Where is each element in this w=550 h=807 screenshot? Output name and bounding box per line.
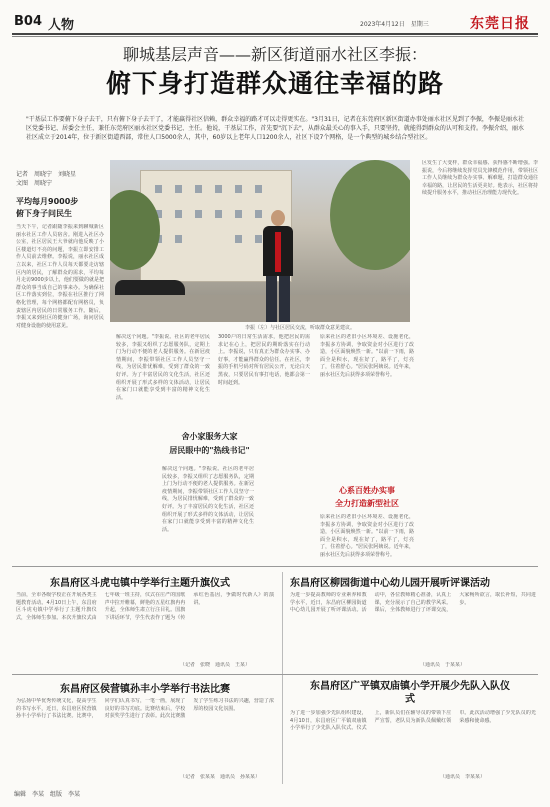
byline-reporter: 记者 周晓宁 刘晓星 — [16, 171, 77, 178]
page-footer: 编辑 李某 组版 李某 — [14, 791, 81, 798]
main-photo — [110, 160, 410, 322]
main-col-3: 3000户的日常生活需求，他把居民的需求记在心上，把居民的期盼落实在行动上。李振说，只有真正为群众办实事、办好事，才能赢得群众的信任。在社区，李振的手机号码对所有居民公开，无论白天黑夜，只要居民有事打电话，他都会第一时间赶到。 — [218, 334, 310, 386]
photo-person — [260, 210, 296, 322]
main-col-2: 解决这个问题。"李振说。社区的老年居民较多，李振又组织了志愿服务队，定期上门为行动不便的老人提供服务。在新冠疫情期间，李振带领社区工作人员坚守一线，为居民排忧解难，受到了群众的一致好评。为了丰富居民的文化生活，社区还组织开展了形式多样的文体活动，让居民在家门口就能享受到丰富的精神文化生活。 — [116, 334, 210, 401]
story2-headline: 东昌府区斗虎屯镇中学举行主题升旗仪式 — [50, 578, 230, 589]
main-col-4b: 原来社区的老旧小区环境差、设施老化，李振多方协调，争取资金对小区进行了改造，小区面貌焕然一新。"以前一下雨，路面全是积水，现在好了，路平了，灯亮了，住着舒心。"居民张阿姨说。近年来，丽水社区先后获得多项荣誉称号。 — [320, 514, 414, 558]
right-subhead-2: 全力打造新型社区 — [335, 499, 399, 508]
main-headline: 俯下身打造群众通往幸福的路 — [105, 69, 444, 98]
subhead-2: 俯下身子问民生 — [16, 209, 72, 218]
right-subhead — [320, 484, 414, 510]
subhead-1: 平均每月9000步 — [16, 197, 79, 206]
byline — [16, 170, 76, 188]
right-subhead-1: 心系百姓办实事 — [339, 486, 395, 495]
story5-credit: （通讯员 李某某） — [440, 774, 486, 780]
masthead-rule — [12, 33, 538, 35]
story5-headline: 东昌府区广平镇双庙镇小学开展少先队入队仪式 — [310, 681, 510, 705]
story3-credit: （通讯员 于某某） — [420, 662, 466, 668]
column-divider — [282, 572, 283, 784]
main-col-4: 原来社区的老旧小区环境差、设施老化，李振多方协调，争取资金对小区进行了改造，小区面貌焕然一新。"以前一下雨，路面全是积水，现在好了，路平了，灯亮了，住着舒心。"居民张阿姨说。近年来，丽水社区先后获得多项荣誉称号。 — [320, 334, 414, 378]
story2-body: 当前，全市各级学校正在开展各类主题教育活动。4月10日上午，东昌府区斗虎屯镇中学举行了主题升旗仪式，全体师生参加。本次升旗仪式由七年级一班主持，仪式在庄严的国歌声中拉开帷幕，鲜艳的五星红旗冉冉升起，全体师生肃立行注目礼。国旗下讲话环节，学生代表作了题为《传承红色基因，争做时代新人》的演讲。 — [16, 592, 274, 621]
mid-subhead-1: 舍小家服务大家 — [181, 432, 238, 441]
story4-credit: （记者 张某某 通讯员 孙某某） — [180, 774, 261, 780]
main-col-5: 区发生了大变样，群众幸福感、获得感不断增强。李振说，今后将继续发挥党员先锋模范作用，带领社区工作人员继续为群众办实事、解难题，打造群众通往幸福的路，让居民的生活更美好。他表示，社区将持续提升服务水平，推动社区治理能力现代化。 — [422, 160, 538, 197]
masthead-rule-thin — [12, 36, 538, 37]
main-col-1: 当天下午，记者跟随李振来到聊城新区丽水社区工作人员宿舍。刚进入社区办公室，社区居民王大爷就向他反映了小区楼道灯不亮的问题，李振立即安排工作人员前去维修。李振说，丽水社区成立以来，社区工作人员每天都要走访辖区内的居民，了解群众的需求，平均每月走访9000步以上，他们要做的就是把群众的事当成自己的事来办。为确保社区工作落实到位，李振在社区推行了网格化管理，每个网格都配有网格员，负责辖区内居民的日常服务工作。随后，李振又来到社区的健身广场，询问居民对健身设施的使用意见。 — [16, 224, 104, 329]
main-col-2b: 解决这个问题。"李振说。社区的老年居民较多，李振又组织了志愿服务队，定期上门为行动不便的老人提供服务。在新冠疫情期间，李振带领社区工作人员坚守一线，为居民排忧解难，受到了群众的一致好评。为了丰富居民的文化生活，社区还组织开展了形式多样的文体活动，让居民在家门口就能享受到丰富的精神文化生活。 — [162, 466, 254, 533]
section-divider — [12, 566, 538, 567]
issue-date: 2023年4月12日 星期三 — [360, 21, 429, 28]
story4-headline: 东昌府区侯营镇孙丰小学举行书法比赛 — [60, 684, 230, 695]
newspaper-logo: 东莞日报 — [470, 16, 530, 32]
page-number: B04 — [14, 14, 42, 29]
main-lead: "干基层工作要俯下身子去干，只有俯下身子去干了，才能赢得社区信赖，群众幸福的路才可以走得更实在。"3月31日，记者在东莞府区新区街道办事处丽水社区见到了李振，李振是丽水社区党委书记、居委会主任，兼任东莞府区丽水社区党委书记、主任。他说，干基层工作，首先要"沉下去"，从群众最关心的事入手，只要坚持，就能得到群众的认可和支持。李振介绍，丽水社区成立于2014年，位于新区街道西部，常住人口5000余人，其中，60岁以上老年人口1200余人，社区下设7个网格，是一个典型的城乡结合型社区。 — [26, 116, 524, 141]
story2-credit: （记者 张晓 通讯员 王某） — [180, 662, 251, 668]
story4-body: 为弘扬中华优秀传统文化，提高学生的书写水平，近日，东昌府区侯营镇孙丰小学举行了书法比赛。比赛中，同学们认真书写，一笔一画，展现了良好的书写功底。比赛结束后，学校对获奖学生进行了表彰。此次比赛激发了学生练习书法的兴趣，营造了浓厚的校园文化氛围。 — [16, 698, 274, 720]
byline-photo: 文图 周晓宁 — [16, 180, 53, 187]
main-kicker: 聊城基层声音——新区街道丽水社区李振： — [122, 45, 427, 64]
story5-body: 为了进一步加强少先队组织建设，4月10日，东昌府区广平镇双庙镇小学举行了少先队入队仪式。仪式上，新队员们在辅导员的带领下庄严宣誓，老队员为新队员佩戴红领巾。此次活动增强了少先队员的光荣感和使命感。 — [290, 710, 536, 732]
story3-body: 为进一步提高教师的专业素养和教学水平，近日，东昌府区柳园街道中心幼儿园开展了听评课活动。活动中，各位教师精心准备，认真上课，充分展示了自己的教学风采。课后，全体教师进行了评课交流，大家畅所欲言，取长补短，共同进步。 — [290, 592, 536, 614]
section-divider-2 — [12, 674, 538, 675]
story3-headline: 东昌府区柳园街道中心幼儿园开展听评课活动 — [290, 578, 490, 589]
photo-caption: 李振（左）与社区居民交流，听取群众意见建议。 — [244, 325, 355, 331]
section-title: 人物 — [48, 18, 75, 33]
mid-subhead-2: 居民眼中的"热线书记" — [169, 446, 250, 455]
